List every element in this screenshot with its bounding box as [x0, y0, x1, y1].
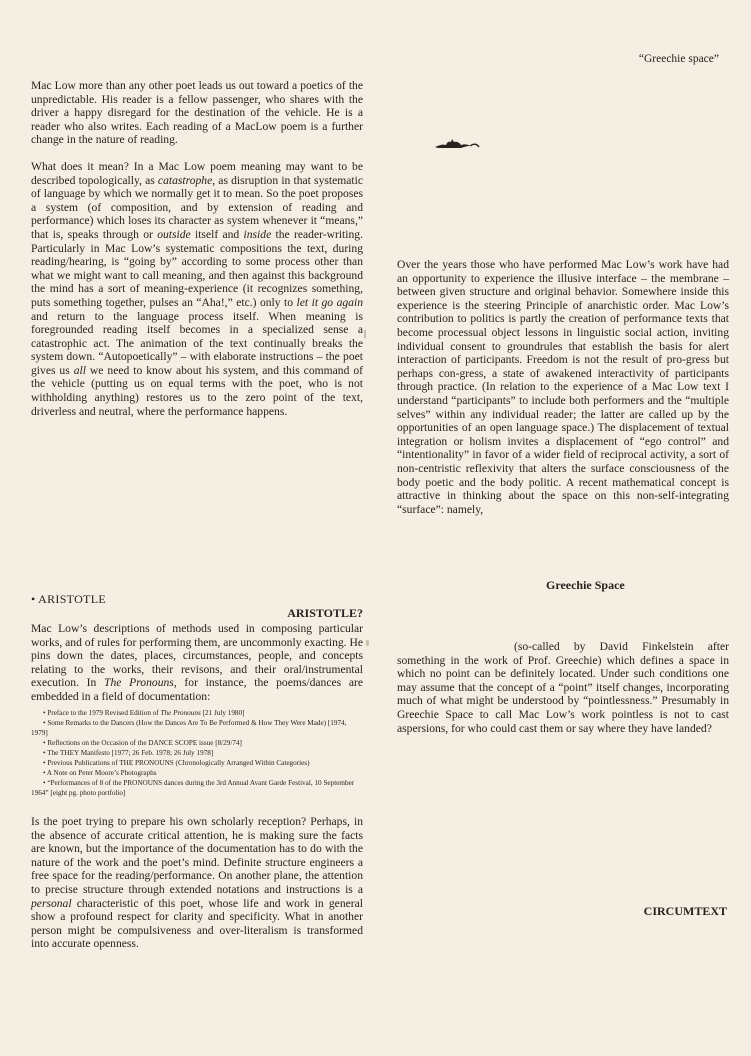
list-item: • Some Remarks to the Dancers (How the Dances Are To Be Performed & How They Were Made) [1974, 1979]: [31, 719, 347, 737]
list-item: • “Performances of 8 of the PRONOUNS dances during the 3rd Annual Avant Garde Festival, 10 September 1964” [eight pg. photo portfolio]: [31, 779, 355, 797]
list-item: • The THEY Manifesto [1977; 26 Feb. 1978; 26 July 1978]: [43, 749, 214, 757]
print-smudge: [366, 640, 369, 646]
interface-paragraph: Over the years those who have performed Mac Low’s work have had an opportunity to experience the illusive interface – the membrane – between given structure and original behavior. Somewhere inside this experience is the steering Principle of anarchistic order. Mac Low’s contribution to politics is partly the creation of performance texts that become processual object lessons in linguistic social action, inviting individual consent to groundrules that establish the basis for alert interaction of participants. Freedom is not the result of pro-gress but perhaps con-gress, a state of awakened interactivity of participants through practice. (In relation to the experience of a Mac Low text I understand “participants” to include both performers and the “multiple selves” within any individual reader; the latter are called up by the opportunities of an open language space.) The displacement of textual integration or holism invites a displacement of “ego control” and “intentionality” in favor of a wider field of reciprocal activity, a sort of non-centristic reflexivity that alters the surface consciousness of the body poetic and the body politic. A recent mathematical concept is attractive in thinking about the space on this non-self-integrating “surface”: namely,: [397, 258, 729, 516]
greechie-space-heading: Greechie Space: [546, 578, 625, 592]
circumtext-heading: CIRCUMTEXT: [643, 904, 727, 918]
list-item: • Previous Publications of THE PRONOUNS (Chronologically Arranged Within Categories): [43, 759, 310, 767]
documentation-paragraph: Mac Low’s descriptions of methods used in composing particular works, and of rules for performing them, are uncommonly exacting. He pins down the dates, places, circumstances, people, and concepts relating to the works, their revisons, and their oral/instrumental execution. In The Pronouns, for instance, the poems/dances are embedded in a field of documentation:: [31, 622, 363, 703]
greechie-paragraph: (so-called by David Finkelstein after something in the work of Prof. Greechie) which defines a space in which no point can be definitely located. Under such conditions one may assume that the concept of a “point” itself changes, incorporating much of what might be understood by “pointlessness.” Presumably in Greechie Space to call Mac Low’s work pointless is not to cast aspersions, for who could cast them or say where they have landed?: [397, 640, 729, 735]
list-item: • Preface to the 1979 Revised Edition of The Pronouns [21 July 1980]: [43, 709, 245, 717]
intro-paragraph: Mac Low more than any other poet leads us out toward a poetics of the unpredictable. His reader is a fellow passenger, who shares with the driver a happy disregard for the destination of the vehicle. He is a reader who also writes. Each reading of a MacLow poem is a further change in the nature of reading.: [31, 79, 363, 147]
documentation-list: [31, 708, 363, 798]
margin-mark: [364, 330, 366, 338]
scholarly-reception-paragraph: Is the poet trying to prepare his own scholarly reception? Perhaps, in the absence of accurate critical attention, he is making sure the facts are known, but the importance of the documentation has to do with the nature of the work and the poet’s mind. Definite structure engineers a free space for the reading/performance. On another plane, the attention to precise structure through extended notations and instructions is a personal characteristic of this poet, whose life and work in general show a profound respect for clarity and specificity. What in another person might be compulsiveness and over-literalism is transformed into accurate openness.: [31, 815, 363, 951]
list-item: • A Note on Peter Moore’s Photographs: [43, 769, 157, 777]
list-item: • Reflections on the Occasion of the DANCE SCOPE issue [8/29/74]: [43, 739, 242, 747]
right-column-main: [397, 258, 729, 516]
catastrophe-paragraph: What does it mean? In a Mac Low poem meaning may want to be described topologically, as catastrophe, as disruption in that systematic of language by which we normally get it to mean. So the poet proposes a system (of composition, and by extension of reading and performance) which loses its character as system whenever it “means,” that is, speaks through or outside itself and inside the reader-writing. Particularly in Mac Low’s systematic compositions the text, during reading/hearing, is “going by” according to some process other than what we might want to call meaning, and then against this background the mind has a sort of meaning-experience (it recognizes something, puts something together, pulses an “Aha!,” etc.) only to let it go again and return to the language process itself. When meaning is foregrounded reading itself becomes in a specialized sense a catastrophic act. The animation of the text continually breaks the system down. “Autopoetically” – with elaborate instructions – the poet gives us all we need to know about his system, and this command of the vehicle (putting us on equal terms with the poet, who is not withholding anything) restores us to the zero point of the text, driverless and neutral, where the performance happens.: [31, 159, 364, 418]
aristotle-heading: ARISTOTLE?: [287, 606, 363, 620]
left-column-top: [31, 79, 363, 418]
running-head: “Greechie space”: [638, 53, 719, 65]
section-bullet-heading: • ARISTOTLE: [31, 592, 106, 606]
cat-silhouette-icon: [434, 136, 480, 150]
